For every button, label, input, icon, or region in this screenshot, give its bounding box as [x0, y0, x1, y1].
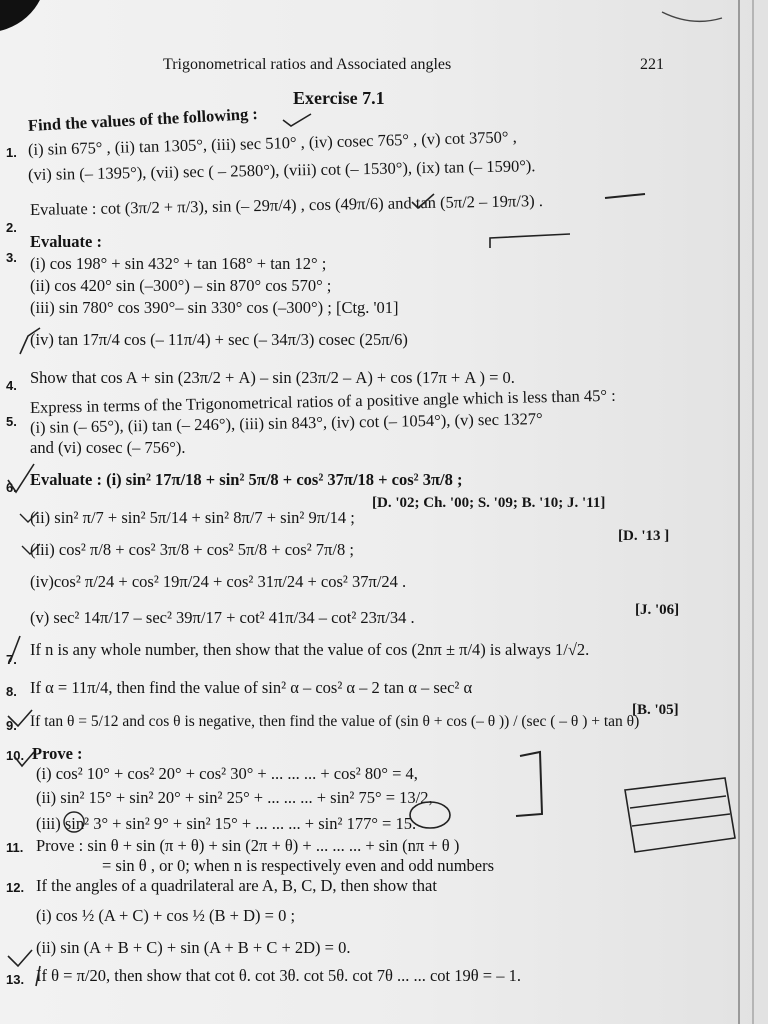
problem-6-line: (ii) sin² π/7 + sin² 5π/14 + sin² 8π/7 + sin² 9π/14 ;	[30, 508, 355, 527]
problem-10-line: (ii) sin² 15° + sin² 20° + sin² 25° + ... ... ... + sin² 75° = 13/2,	[36, 788, 433, 807]
problem-5-line: Express in terms of the Trigonometrical ratios of a positive angle which is less than 45° :	[29, 385, 616, 417]
problem-11-line: = sin θ , or 0; when n is respectively even and odd numbers	[102, 856, 495, 875]
problem-6-line: (v) sec² 14π/17 – sec² 39π/17 + cot² 41π/34 – cot² 23π/34 .	[30, 608, 415, 627]
problem-10-heading: Prove :	[32, 744, 83, 763]
problem-6-line: (iv)cos² π/24 + cos² 19π/24 + cos² 31π/24 + cos² 37π/24 .	[30, 572, 407, 591]
exercise-title: Exercise 7.1	[293, 88, 385, 108]
problem-number: 12.	[6, 880, 25, 895]
pen-stroke	[490, 234, 570, 248]
problem-12-line: (ii) sin (A + B + C) + sin (A + B + C + 2D) = 0.	[36, 938, 351, 957]
exam-reference: [J. '06]	[635, 602, 680, 618]
problem-3-line: (ii) cos 420° sin (–300°) – sin 870° cos 570° ;	[30, 276, 332, 295]
problem-3-line: (iii) sin 780° cos 390°– sin 330° cos (–300°) ; [Ctg. '01]	[30, 298, 399, 317]
problem-12-line: (i) cos ½ (A + C) + cos ½ (B + D) = 0 ;	[36, 906, 296, 925]
checkmark-icon	[8, 464, 34, 492]
problem-1-heading: Find the values of the following :	[27, 103, 259, 135]
problem-number: 2.	[6, 220, 17, 235]
pen-stroke	[10, 636, 20, 662]
checkmark-icon	[8, 710, 32, 726]
running-title: Trigonometrical ratios and Associated angles	[163, 56, 452, 73]
problem-number: 13.	[6, 972, 25, 987]
checkmark-icon	[14, 752, 34, 766]
problem-number: 8.	[6, 684, 17, 699]
problem-4-line: Show that cos A + sin (23π/2 + A) – sin (23π/2 – A) + cos (17π + A ) = 0.	[30, 368, 515, 387]
pen-stroke	[630, 796, 730, 826]
problem-number: 7.	[6, 652, 17, 667]
problem-number: 4.	[6, 378, 17, 393]
problem-1-line: (vi) sin (– 1395°), (vii) sec ( – 2580°), (viii) cot (– 1530°), (ix) tan (– 1590°).	[27, 156, 536, 184]
checkmark-icon	[8, 950, 32, 966]
exam-reference: [B. '05]	[632, 702, 679, 718]
problem-6-line: Evaluate : (i) sin² 17π/18 + sin² 5π/8 + cos² 37π/18 + cos² 3π/8 ;	[30, 470, 463, 489]
exam-reference: [D. '02; Ch. '00; S. '09; B. '10; J. '11]	[372, 495, 606, 511]
problem-number: 5.	[6, 414, 17, 429]
checkmark-icon	[22, 544, 40, 554]
problem-number: 3.	[6, 250, 17, 265]
problem-12-line: If the angles of a quadrilateral are A, B, C, D, then show that	[36, 876, 437, 895]
checkmark-icon	[412, 194, 434, 208]
circled-term	[64, 812, 84, 832]
problem-9-line: If tan θ = 5/12 and cos θ is negative, then find the value of (sin θ + cos (– θ )) / (sec ( – θ ) + tan θ)	[30, 713, 640, 730]
problem-number: 6.	[6, 480, 17, 495]
pen-stroke	[36, 966, 40, 986]
problem-3-line: (i) cos 198° + sin 432° + tan 168° + tan 12° ;	[30, 254, 327, 273]
problem-10-line: (iii) sin² 3° + sin² 9° + sin² 15° + ... ... ... + sin² 177° = 15.	[36, 814, 417, 833]
bracket-mark	[516, 752, 542, 816]
pen-stroke	[20, 328, 40, 354]
problem-number: 9.	[6, 718, 17, 733]
problem-3-line: (iv) tan 17π/4 cos (– 11π/4) + sec (– 34π/3) cosec (25π/6)	[30, 330, 408, 349]
page-number: 221	[640, 56, 664, 73]
problem-1-line: (i) sin 675° , (ii) tan 1305°, (iii) sec 510° , (iv) cosec 765° , (v) cot 3750° ,	[27, 127, 518, 159]
problem-13-line: If θ = π/20, then show that cot θ. cot 3θ. cot 5θ. cot 7θ ... ... cot 19θ = – 1.	[36, 966, 521, 985]
exam-reference: [D. '13 ]	[618, 528, 670, 544]
problem-10-line: (i) cos² 10° + cos² 20° + cos² 30° + ... ... ... + cos² 80° = 4,	[36, 764, 418, 783]
problem-number: 1.	[6, 145, 17, 160]
problem-number: 11.	[6, 840, 24, 855]
problem-2-line: Evaluate : cot (3π/2 + π/3), sin (– 29π/4) , cos (49π/6) and tan (5π/2 – 19π/3) .	[29, 191, 544, 219]
pen-stroke	[605, 194, 645, 198]
problem-11-line: Prove : sin θ + sin (π + θ) + sin (2π + θ) + ... ... ... + sin (nπ + θ )	[36, 836, 460, 855]
checkmark-icon	[283, 114, 311, 126]
problem-8-line: If α = 11π/4, then find the value of sin² α – cos² α – 2 tan α – sec² α	[30, 678, 473, 697]
problem-7-line: If n is any whole number, then show that the value of cos (2nπ ± π/4) is always 1/√2.	[30, 640, 590, 659]
problem-6-line: (iii) cos² π/8 + cos² 3π/8 + cos² 5π/8 + cos² 7π/8 ;	[30, 540, 354, 559]
circled-term	[410, 802, 450, 828]
problem-5-line: (i) sin (– 65°), (ii) tan (– 246°), (iii) sin 843°, (iv) cot (– 1054°), (v) sec 1327°	[29, 409, 543, 437]
checkmark-icon	[20, 512, 38, 522]
pen-stroke	[662, 12, 722, 21]
problem-number: 10.	[6, 748, 25, 763]
problem-5-line: and (vi) cosec (– 756°).	[30, 438, 186, 457]
problem-3-heading: Evaluate :	[30, 232, 102, 251]
